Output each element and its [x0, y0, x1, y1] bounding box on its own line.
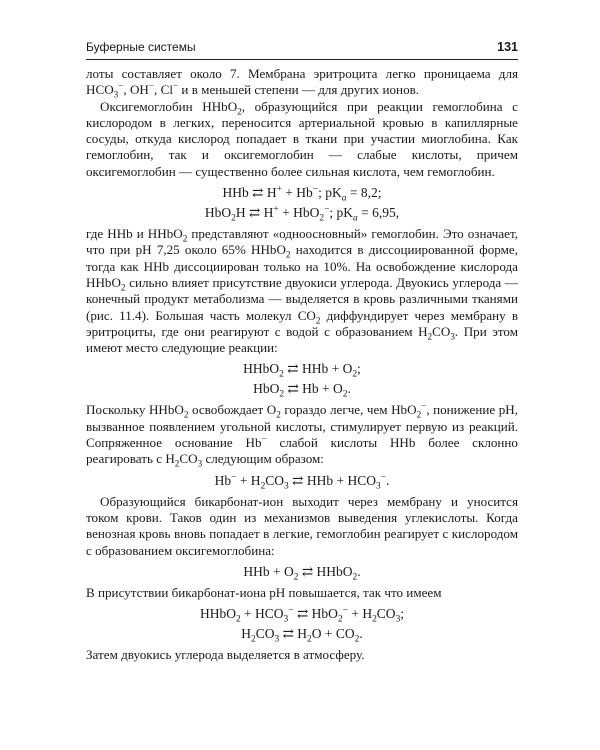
equation-carbonic-acid-decomposition: $H_2CO_3$ ⇄ $H_2O + CO_2$.: [241, 626, 363, 645]
paragraph-2: Оксигемоглобин HHbO$_2$, образующийся при реакции гемоглобина с кислородом в легких, переносится артериальной кровью в капиллярные сосуды, откуда кислород попадает в ткани при участии миоглобина. Как гемоглобин, так и оксигемоглобин — слабые кислоты, причем оксигемоглобин — существенно более сильная кислота, чем гемоглобин.: [86, 98, 518, 179]
page-number: 131: [497, 40, 518, 54]
equation-oxygenation: HHb + $O_2$ ⇄ HHbO$_2$.: [243, 563, 361, 583]
chapter-title: Буферные системы: [86, 40, 196, 54]
page-body: [86, 66, 518, 663]
running-header: [86, 40, 518, 60]
equation-hbo2-release: HbO$_2$ ⇄ $Hb + O_2$.: [253, 381, 351, 401]
paragraph-5: Образующийся бикарбонат-ион выходит через мембрану и уносится током крови. Таков один из механизмов выведения углекислоты. Когда венозная кровь вновь попадает в легкие, гемоглобин реагирует с кислородом с образованием оксигемоглобина:: [86, 493, 518, 558]
equation-bicarbonate-reaction: HHbO$_2$ + $HCO_3^-$ ⇄ $HbO_2^- + H_2CO_3$;: [199, 605, 405, 625]
paragraph-1: лоты составляет около 7. Мембрана эритроцита легко проницаема для $HCO_3^-$, OH−, Cl− и в меньшей степени — для других ионов.: [86, 66, 518, 100]
paragraph-4: Поскольку HHbO$_2$ освобождает $O_2$ гораздо легче, чем HbO$_2$−, понижение pH, вызванное появлением угольной кислоты, стимулирует первую из реакций. Сопряженное основание Hb− слабой кислоты HHb более склонно реагировать с $H_2CO_3$ следующим образом:: [86, 401, 518, 469]
book-page: [86, 40, 518, 663]
equation-hhbo2-release: HHbO$_2$ ⇄ HHb + $O_2$;: [243, 361, 361, 381]
equation-hhb-dissociation: HHb ⇄ H+ + Hb−; $pK_a = 8,2$;: [222, 184, 382, 204]
paragraph-6: В присутствии бикарбонат-иона pH повышается, так что имеем: [86, 584, 442, 600]
paragraph-3: где HHb и HHbO$_2$ представляют «одноосновный» гемоглобин. Это означает, что при pH 7,25 около 65% HHbO$_2$ находится в диссоциированной форме, тогда как HHb диссоциирован только на 10%. На освобождение кислорода HHbO$_2$ сильно влияет присутствие двуокиси углерода. Двуокись углерода — конечный продукт метаболизма — выделяется в кровь различными тканями (рис. 11.4). Большая часть молекул $CO_2$ диффундирует через мембрану в эритроциты, где они реагируют с водой с образованием $H_2CO_3$. При этом имеют место следующие реакции:: [86, 226, 519, 356]
paragraph-7: Затем двуокись углерода выделяется в атмосферу.: [86, 647, 365, 663]
equation-hbo2h-dissociation: HbO$_2$H ⇄ H+ + HbO$_2$−; $pK_a = 6,95$,: [204, 204, 400, 224]
equation-bicarbonate-formation: $Hb^- + H_2CO_3$ ⇄ HHb + $HCO_3^-$.: [214, 472, 390, 492]
